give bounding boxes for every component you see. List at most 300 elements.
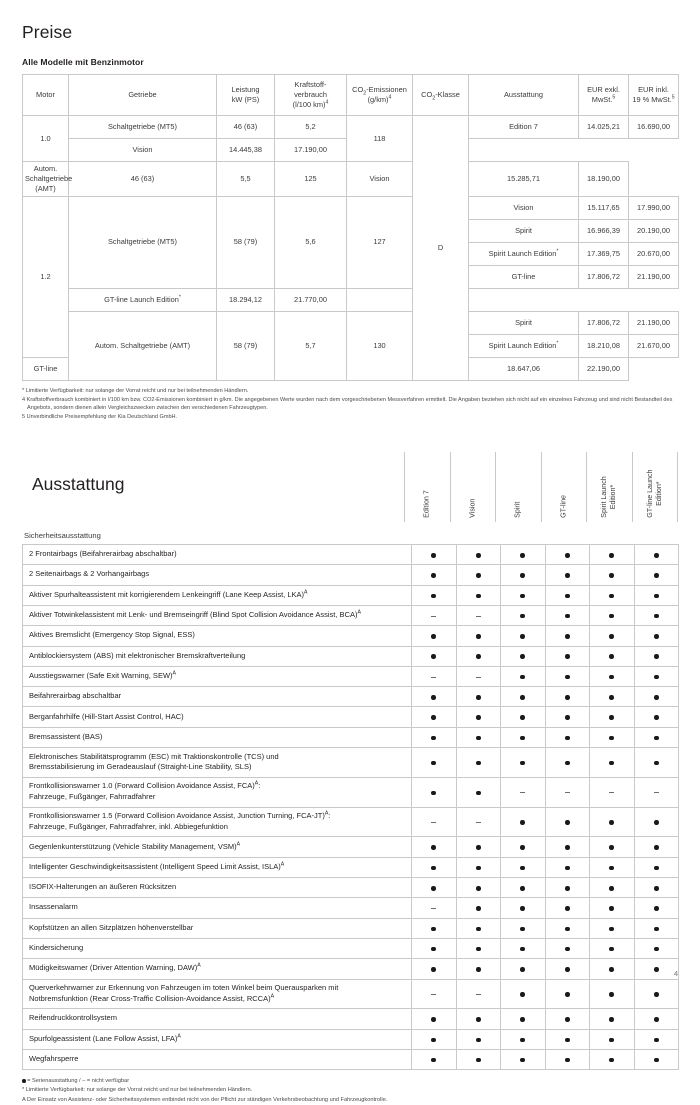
col-co2-emissionen <box>347 75 413 116</box>
cell-ausstattung: GT-line Launch Edition* <box>69 288 217 311</box>
standard-equipment-icon <box>476 594 481 599</box>
availability-dot-cell <box>456 1029 501 1049</box>
standard-equipment-icon <box>565 761 570 766</box>
col-eur-inkl-l1: EUR inkl. <box>638 85 669 95</box>
standard-equipment-icon <box>565 715 570 720</box>
availability-dot-cell <box>590 898 635 918</box>
equipment-feature-label: 2 Frontairbags (Beifahrerairbag abschaltbar) <box>23 544 412 564</box>
availability-dot-cell <box>412 1049 457 1069</box>
availability-dot-cell <box>456 877 501 897</box>
availability-dot-cell <box>634 585 679 605</box>
availability-dash-cell <box>634 777 679 807</box>
availability-dot-cell <box>634 544 679 564</box>
availability-dot-cell <box>412 565 457 585</box>
standard-equipment-icon <box>431 886 436 891</box>
equipment-row <box>23 626 679 646</box>
equipment-feature-label: Bremsassistent (BAS) <box>23 727 412 747</box>
availability-dot-cell <box>634 807 679 837</box>
equipment-footnotes <box>22 1077 678 1104</box>
standard-equipment-icon <box>476 845 481 850</box>
standard-equipment-icon <box>654 634 659 639</box>
availability-dot-cell <box>545 646 590 666</box>
col-ausstattung: Ausstattung <box>469 75 579 116</box>
standard-equipment-icon <box>609 715 614 720</box>
equipment-feature-label: Antiblockiersystem (ABS) mit elektronischer Bremskraftverteilung <box>23 646 412 666</box>
equipment-feature-label: Beifahrerairbag abschaltbar <box>23 687 412 707</box>
cell-emission: 130 <box>347 311 413 380</box>
standard-equipment-icon <box>431 791 436 796</box>
availability-dot-cell <box>590 544 635 564</box>
availability-dot-cell <box>634 979 679 1009</box>
availability-dot-cell <box>545 687 590 707</box>
not-available-icon <box>431 822 436 823</box>
standard-equipment-icon <box>609 1058 614 1063</box>
standard-equipment-icon <box>654 736 659 741</box>
availability-dot-cell <box>456 857 501 877</box>
standard-equipment-icon <box>654 845 659 850</box>
availability-dot-cell <box>634 877 679 897</box>
availability-dot-cell <box>501 748 546 778</box>
availability-dot-cell <box>412 727 457 747</box>
standard-equipment-icon <box>565 906 570 911</box>
equipment-feature-label: Kindersicherung <box>23 938 412 958</box>
standard-equipment-icon <box>609 967 614 972</box>
availability-dash-cell <box>501 777 546 807</box>
availability-dot-cell <box>590 918 635 938</box>
equipment-variant-header <box>495 452 541 522</box>
standard-equipment-icon <box>520 845 525 850</box>
standard-equipment-icon <box>520 695 525 700</box>
standard-equipment-icon <box>520 634 525 639</box>
standard-equipment-icon <box>565 992 570 997</box>
cell-ausstattung: Vision <box>469 196 579 219</box>
limited-availability-marker: * <box>556 340 559 347</box>
standard-equipment-icon <box>609 947 614 952</box>
footnote: 4 Kraftstoffverbrauch kombiniert in l/100 km bzw. CO2-Emissionen kombiniert in g/km. Die angegebenen Werte wurden nach dem vorgeschriebenen Messverfahren ermittelt. Die Angaben beziehen sich nicht auf ein einzelnes Fahrzeug und sind nicht Bestandteil des Angebots, sondern dienen allein Vergleichszwecken zwischen den verschiedenen Fahrzeugtypen. <box>22 396 673 412</box>
col-klasse-c: -Klasse <box>435 90 460 99</box>
cell-eur-inkl: 16.690,00 <box>629 116 679 139</box>
availability-dash-cell <box>412 605 457 625</box>
prices-row <box>23 116 679 139</box>
availability-dot-cell <box>456 646 501 666</box>
availability-dot-cell <box>501 626 546 646</box>
standard-equipment-icon <box>654 967 659 972</box>
standard-equipment-icon <box>609 695 614 700</box>
standard-equipment-icon <box>565 845 570 850</box>
col-leistung <box>217 75 275 116</box>
standard-equipment-icon <box>654 1058 659 1063</box>
equipment-feature-label: Reifendruckkontrollsystem <box>23 1009 412 1029</box>
standard-equipment-icon <box>565 553 570 558</box>
standard-equipment-icon <box>654 573 659 578</box>
prices-subtitle: Alle Modelle mit Benzinmotor <box>22 57 144 67</box>
standard-equipment-icon <box>609 654 614 659</box>
col-getriebe: Getriebe <box>69 75 217 116</box>
availability-dash-cell <box>456 605 501 625</box>
footnote: A Der Einsatz von Assistenz- oder Sicherheitssystemen entbindet nicht von der Pflicht zur ständigen Verkehrsbeobachtung und Fahrzeugkontrolle. <box>22 1096 388 1103</box>
availability-dot-cell <box>634 1029 679 1049</box>
standard-equipment-icon <box>565 886 570 891</box>
col-eur-exkl-l2: MwSt. <box>591 95 613 104</box>
prices-footnotes <box>22 387 678 422</box>
availability-dot-cell <box>545 877 590 897</box>
availability-dot-cell <box>456 727 501 747</box>
availability-dot-cell <box>634 857 679 877</box>
cell-eur-exkl: 15.117,65 <box>579 196 629 219</box>
assist-system-footnote-marker: A <box>304 589 308 596</box>
availability-dot-cell <box>456 918 501 938</box>
standard-equipment-icon <box>520 761 525 766</box>
standard-equipment-icon <box>431 761 436 766</box>
standard-equipment-icon <box>609 845 614 850</box>
availability-dot-cell <box>545 1049 590 1069</box>
limited-availability-marker: * <box>178 294 181 301</box>
equipment-feature-label: Insassenalarm <box>23 898 412 918</box>
standard-equipment-icon <box>565 695 570 700</box>
standard-equipment-icon <box>520 594 525 599</box>
availability-dot-cell <box>590 979 635 1009</box>
standard-equipment-icon <box>654 761 659 766</box>
cell-eur-exkl: 15.285,71 <box>469 162 579 197</box>
col-eur-inkl <box>629 75 679 116</box>
availability-dot-cell <box>590 605 635 625</box>
availability-dot-cell <box>501 585 546 605</box>
standard-equipment-icon <box>431 736 436 741</box>
equipment-feature-label: Aktives Bremslicht (Emergency Stop Signal, ESS) <box>23 626 412 646</box>
equipment-row <box>23 857 679 877</box>
prices-row <box>23 311 679 334</box>
prices-row <box>23 288 679 311</box>
equipment-variant-header <box>632 452 679 522</box>
col-co2-klasse <box>413 75 469 116</box>
availability-dot-cell <box>634 748 679 778</box>
standard-equipment-icon <box>565 634 570 639</box>
standard-equipment-icon <box>654 553 659 558</box>
col-eur-exkl <box>579 75 629 116</box>
standard-equipment-icon <box>431 866 436 871</box>
standard-equipment-icon <box>431 594 436 599</box>
equipment-table <box>22 544 679 1070</box>
equipment-feature-label: Frontkollisionswarner 1.5 (Forward Collision Avoidance Assist, Junction Turning, FCA-JT)$^A$: Fahrzeuge, Fußgänger, Fahrradfahrer, inkl. Abbiegefunktion <box>23 807 412 837</box>
equipment-column-headers <box>22 452 678 522</box>
availability-dot-cell <box>412 938 457 958</box>
standard-equipment-icon <box>476 573 481 578</box>
standard-equipment-icon <box>654 614 659 619</box>
not-available-icon <box>609 792 614 793</box>
standard-equipment-icon <box>609 1017 614 1022</box>
col-klasse-a: CO <box>421 90 433 99</box>
standard-equipment-icon <box>431 1058 436 1063</box>
standard-equipment-icon <box>609 906 614 911</box>
standard-equipment-icon <box>520 992 525 997</box>
availability-dash-cell <box>456 666 501 686</box>
availability-dot-cell <box>456 565 501 585</box>
standard-equipment-icon <box>565 947 570 952</box>
standard-equipment-icon <box>476 654 481 659</box>
cell-motor: 1.0 <box>23 116 69 162</box>
cell-eur-exkl: 18.210,08 <box>579 334 629 357</box>
standard-equipment-icon <box>476 886 481 891</box>
standard-equipment-icon <box>431 845 436 850</box>
cell-getriebe: Autom. Schaltgetriebe (AMT) <box>23 162 69 197</box>
availability-dot-cell <box>456 544 501 564</box>
standard-equipment-icon <box>565 1038 570 1043</box>
col-verbrauch-l3: (l/100 km) <box>292 99 326 109</box>
col-emiss-sup: 4 <box>388 94 392 101</box>
equipment-title: Ausstattung <box>32 473 125 494</box>
equipment-row <box>23 666 679 686</box>
col-emiss-c: -Emissionen <box>366 85 407 95</box>
equipment-row <box>23 979 679 1009</box>
standard-equipment-icon <box>565 927 570 932</box>
cell-eur-inkl: 17.990,00 <box>629 196 679 219</box>
cell-emission: 127 <box>347 196 413 288</box>
availability-dot-cell <box>456 707 501 727</box>
equipment-variant-header <box>586 452 632 522</box>
availability-dot-cell <box>501 837 546 857</box>
cell-leistung: 58 (79) <box>217 196 275 288</box>
standard-equipment-icon <box>654 866 659 871</box>
availability-dot-cell <box>545 938 590 958</box>
standard-equipment-icon <box>609 634 614 639</box>
equipment-row <box>23 877 679 897</box>
prices-row <box>23 196 679 219</box>
standard-equipment-icon <box>476 761 481 766</box>
standard-equipment-icon <box>520 1017 525 1022</box>
availability-dot-cell <box>545 585 590 605</box>
standard-equipment-icon <box>654 1017 659 1022</box>
availability-dot-cell <box>590 1009 635 1029</box>
col-verbrauch-l1: Kraftstoff- <box>294 80 327 90</box>
standard-equipment-icon <box>520 1038 525 1043</box>
cell-emission: 118 <box>347 116 413 162</box>
standard-equipment-icon <box>654 675 659 680</box>
standard-equipment-icon <box>520 866 525 871</box>
availability-dot-cell <box>412 687 457 707</box>
standard-equipment-icon <box>609 736 614 741</box>
standard-equipment-icon <box>431 573 436 578</box>
col-emiss-a: CO <box>352 85 364 95</box>
not-available-icon <box>565 792 570 793</box>
prices-table <box>22 74 679 381</box>
availability-dot-cell <box>501 727 546 747</box>
availability-dot-cell <box>456 1009 501 1029</box>
prices-header-row <box>23 75 679 116</box>
availability-dot-cell <box>634 1049 679 1069</box>
standard-equipment-icon <box>565 675 570 680</box>
availability-dot-cell <box>590 585 635 605</box>
availability-dot-cell <box>501 959 546 979</box>
availability-dot-cell <box>590 1049 635 1069</box>
standard-equipment-icon <box>431 715 436 720</box>
availability-dot-cell <box>501 857 546 877</box>
assist-system-footnote-marker: A <box>270 993 275 1000</box>
cell-eur-inkl: 20.190,00 <box>629 219 679 242</box>
standard-equipment-icon <box>565 866 570 871</box>
availability-dot-cell <box>590 959 635 979</box>
equipment-row <box>23 1029 679 1049</box>
availability-dot-cell <box>501 979 546 1009</box>
equipment-feature-label: Aktiver Spurhalteassistent mit korrigierendem Lenkeingriff (Lane Keep Assist, LKA)$^A$ <box>23 585 412 605</box>
availability-dot-cell <box>545 544 590 564</box>
availability-dot-cell <box>501 707 546 727</box>
equipment-row <box>23 938 679 958</box>
equipment-row <box>23 605 679 625</box>
standard-equipment-icon <box>609 886 614 891</box>
availability-dash-cell <box>412 898 457 918</box>
standard-equipment-icon <box>476 1017 481 1022</box>
equipment-feature-label: Berganfahrhilfe (Hill-Start Assist Control, HAC) <box>23 707 412 727</box>
equipment-feature-label: Elektronisches Stabilitätsprogramm (ESC) mit Traktionskontrolle (TCS) und Bremsstabilisierung im Geradeauslauf (Straight-Line Stability, SLS) <box>23 748 412 778</box>
availability-dot-cell <box>456 626 501 646</box>
standard-equipment-icon <box>654 654 659 659</box>
equipment-feature-label: Gegenlenkunterstützung (Vehicle Stability Management, VSM)$^A$ <box>23 837 412 857</box>
standard-equipment-icon <box>565 736 570 741</box>
cell-eur-exkl: 14.445,38 <box>217 139 275 162</box>
assist-system-footnote-marker: A <box>177 1033 181 1040</box>
availability-dot-cell <box>634 707 679 727</box>
availability-dot-cell <box>590 877 635 897</box>
cell-eur-inkl: 21.670,00 <box>629 334 679 357</box>
availability-dot-cell <box>456 837 501 857</box>
standard-equipment-icon <box>609 992 614 997</box>
standard-equipment-icon <box>654 695 659 700</box>
col-verbrauch-sup: 4 <box>325 99 329 106</box>
equipment-row <box>23 727 679 747</box>
footnote: * Limitierte Verfügbarkeit: nur solange der Vorrat reicht und nur bei teilnehmenden Händlern. <box>22 1087 253 1094</box>
availability-dot-cell <box>501 687 546 707</box>
cell-verbrauch: 5,5 <box>217 162 275 197</box>
availability-dot-cell <box>634 605 679 625</box>
standard-equipment-icon <box>431 1017 436 1022</box>
equipment-row <box>23 807 679 837</box>
standard-equipment-icon <box>609 820 614 825</box>
cell-ausstattung: Edition 7 <box>469 116 579 139</box>
availability-dot-cell <box>590 727 635 747</box>
standard-equipment-icon <box>565 614 570 619</box>
availability-dot-cell <box>590 837 635 857</box>
availability-dot-cell <box>501 938 546 958</box>
cell-eur-inkl: 18.190,00 <box>579 162 629 197</box>
equipment-feature-label: Wegfahrsperre <box>23 1049 412 1069</box>
availability-dot-cell <box>412 877 457 897</box>
not-available-icon <box>431 677 436 678</box>
equipment-variant-label: GT-line Launch Edition* <box>645 469 663 518</box>
cell-ausstattung: GT-line <box>469 265 579 288</box>
cell-eur-exkl: 17.369,75 <box>579 242 629 265</box>
standard-equipment-icon <box>609 1038 614 1043</box>
standard-equipment-icon <box>431 553 436 558</box>
availability-dot-cell <box>634 565 679 585</box>
equipment-variant-label: Vision <box>468 498 477 518</box>
cell-getriebe: Schaltgetriebe (MT5) <box>69 116 217 139</box>
availability-dot-cell <box>590 646 635 666</box>
assist-system-footnote-marker: A <box>172 670 176 677</box>
availability-dot-cell <box>501 877 546 897</box>
standard-equipment-icon <box>476 791 481 796</box>
availability-dash-cell <box>456 807 501 837</box>
equipment-feature-label: Aktiver Totwinkelassistent mit Lenk- und Bremseingriff (Blind Spot Collision Avoidance Assist, BCA)$^A$ <box>23 605 412 625</box>
cell-eur-exkl: 14.025,21 <box>579 116 629 139</box>
availability-dot-cell <box>412 748 457 778</box>
standard-equipment-icon <box>476 1058 481 1063</box>
standard-equipment-icon <box>431 634 436 639</box>
equipment-row <box>23 544 679 564</box>
availability-dot-cell <box>634 626 679 646</box>
cell-eur-exkl: 16.966,39 <box>579 219 629 242</box>
standard-equipment-icon <box>476 906 481 911</box>
page-title: Preise <box>22 22 73 42</box>
cell-eur-inkl: 21.190,00 <box>629 265 679 288</box>
standard-equipment-icon <box>520 736 525 741</box>
availability-dot-cell <box>412 544 457 564</box>
equipment-feature-label: Müdigkeitswarner (Driver Attention Warning, DAW)$^A$ <box>23 959 412 979</box>
availability-dot-cell <box>590 1029 635 1049</box>
availability-dot-cell <box>456 938 501 958</box>
standard-equipment-icon <box>565 1017 570 1022</box>
standard-equipment-icon <box>520 654 525 659</box>
standard-equipment-icon <box>520 675 525 680</box>
standard-equipment-icon <box>431 967 436 972</box>
standard-equipment-icon <box>476 736 481 741</box>
availability-dot-cell <box>412 918 457 938</box>
availability-dot-cell <box>545 1029 590 1049</box>
availability-dot-cell <box>412 959 457 979</box>
standard-equipment-icon <box>565 967 570 972</box>
equipment-feature-label: Kopfstützen an allen Sitzplätzen höhenverstellbar <box>23 918 412 938</box>
cell-eur-exkl: 17.806,72 <box>579 311 629 334</box>
standard-equipment-icon <box>609 594 614 599</box>
equipment-row <box>23 565 679 585</box>
standard-equipment-icon <box>520 947 525 952</box>
col-verbrauch-l2: verbrauch <box>294 90 327 99</box>
availability-dot-cell <box>412 585 457 605</box>
not-available-icon <box>476 822 481 823</box>
equipment-row <box>23 898 679 918</box>
availability-dash-cell <box>412 979 457 1009</box>
cell-eur-exkl: 17.806,72 <box>579 265 629 288</box>
cell-ausstattung: Spirit Launch Edition* <box>469 334 579 357</box>
standard-equipment-icon <box>431 695 436 700</box>
limited-availability-marker: * <box>556 248 559 255</box>
col-leistung-l2: kW (PS) <box>231 95 260 104</box>
standard-equipment-icon <box>654 594 659 599</box>
not-available-icon <box>476 616 481 617</box>
availability-dot-cell <box>545 707 590 727</box>
availability-dot-cell <box>590 857 635 877</box>
availability-dot-cell <box>545 918 590 938</box>
assist-system-footnote-marker: A <box>236 841 241 848</box>
equipment-row <box>23 707 679 727</box>
not-available-icon <box>431 908 436 909</box>
equipment-feature-label: Frontkollisionswarner 1.0 (Forward Collision Avoidance Assist, FCA)$^A$: Fahrzeuge, Fußgänger, Fahrradfahrer <box>23 777 412 807</box>
prices-row <box>23 162 679 197</box>
cell-verbrauch: 5,6 <box>275 196 347 288</box>
standard-equipment-icon <box>609 761 614 766</box>
availability-dot-cell <box>412 857 457 877</box>
not-available-icon <box>431 994 436 995</box>
col-motor: Motor <box>23 75 69 116</box>
equipment-body <box>23 544 679 1069</box>
equipment-category-label: Sicherheitsausstattung <box>24 530 101 540</box>
equipment-variant-label: Spirit <box>513 501 522 518</box>
standard-equipment-icon <box>476 695 481 700</box>
equipment-row <box>23 777 679 807</box>
standard-equipment-icon <box>476 634 481 639</box>
availability-dot-cell <box>412 646 457 666</box>
cell-leistung: 46 (63) <box>217 116 275 139</box>
availability-dot-cell <box>501 544 546 564</box>
